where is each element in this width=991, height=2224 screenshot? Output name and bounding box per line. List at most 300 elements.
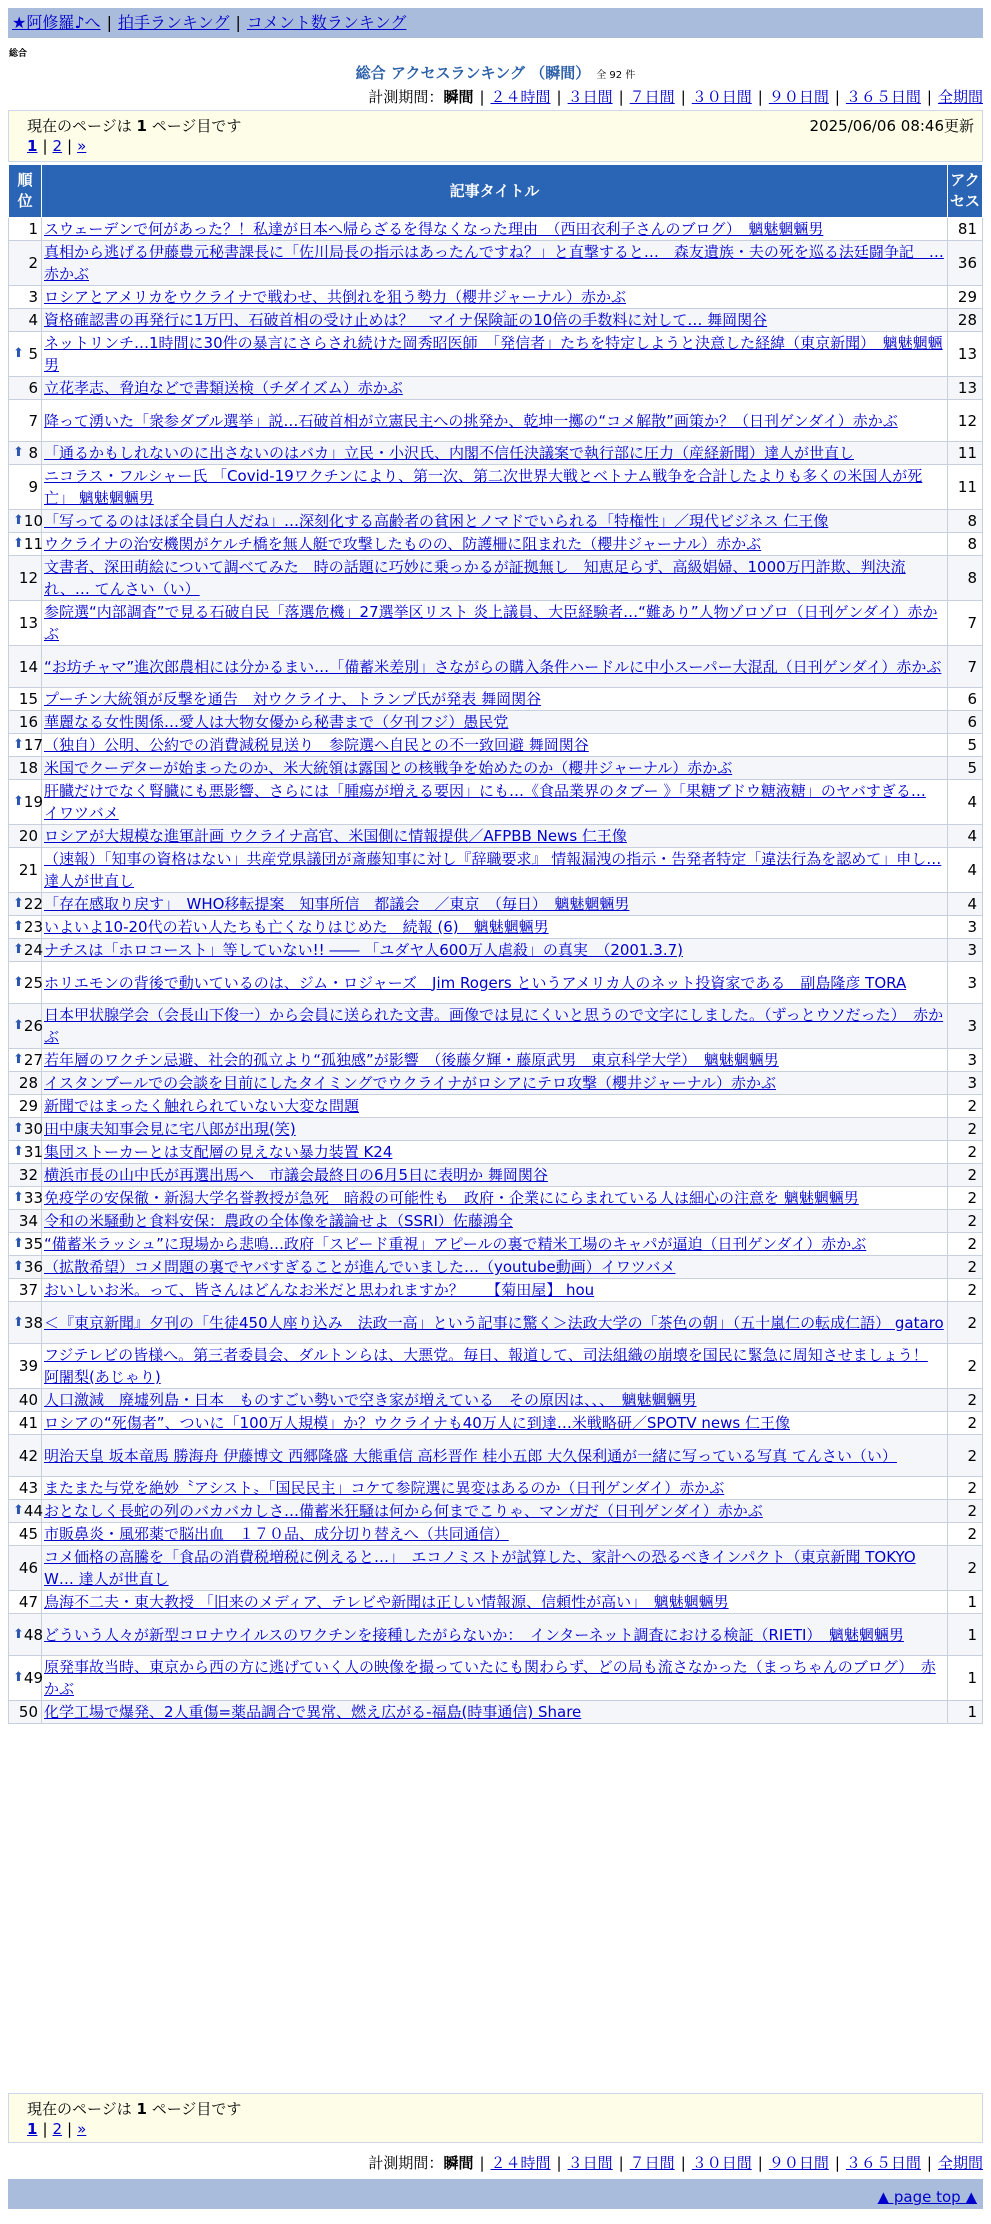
rank-cell: 21 xyxy=(9,848,42,893)
title-cell xyxy=(42,939,948,962)
pager-separator: | xyxy=(42,2120,48,2138)
table-header-row xyxy=(9,165,983,218)
access-count: 2 xyxy=(948,1095,983,1118)
table-row xyxy=(9,1210,983,1233)
table-row xyxy=(9,241,983,286)
title-cell xyxy=(42,1546,948,1591)
title-cell xyxy=(42,377,948,400)
access-count: 2 xyxy=(948,1344,983,1389)
pager-separator: | xyxy=(67,137,73,155)
article-link[interactable]: プーチン大統領が反撃を通告 対ウクライナ、トランプ氏が発表 舞岡関谷 xyxy=(44,690,542,708)
access-count: 3 xyxy=(948,916,983,939)
rank-cell: ⬆ 23 xyxy=(9,916,42,939)
period-separator: | xyxy=(479,2154,485,2172)
table-row xyxy=(9,1141,983,1164)
article-link[interactable]: 降って湧いた「衆参ダブル選挙」説…石破首相が立憲民主への挑発か、乾坤一擲の“コメ解散”画策か？（日刊ゲンダイ）赤かぶ xyxy=(44,411,898,430)
rank-cell: 20 xyxy=(9,825,42,848)
title-cell xyxy=(42,332,948,377)
up-arrow-icon: ⬆ xyxy=(13,1259,24,1274)
rank-cell: ⬆ 22 xyxy=(9,893,42,916)
title-cell xyxy=(42,734,948,757)
table-row xyxy=(9,1095,983,1118)
access-count: 2 xyxy=(948,1118,983,1141)
access-count: 4 xyxy=(948,848,983,893)
article-link[interactable]: またまた与党を絶妙〝アシスト〟「国民民主」コケて参院選に異変はあるのか（日刊ゲンダイ）赤かぶ xyxy=(44,1479,725,1497)
period-selector-bottom xyxy=(368,2152,983,2173)
access-count: 6 xyxy=(948,688,983,711)
period-label: 計測期間： xyxy=(368,88,444,106)
article-link[interactable]: ホリエモンの背後で動いているのは、ジム・ロジャーズ Jim Rogers というアメリカ人のネット投資家である 副島隆彦 TORA xyxy=(44,973,907,992)
rank-cell: 29 xyxy=(9,1095,42,1118)
period-link[interactable]: ３０日間 xyxy=(691,88,752,106)
access-count: 11 xyxy=(948,442,983,465)
article-link[interactable]: （拡散希望）コメ問題の裏でヤバすぎることが進んでいました…（youtube動画）イワツバメ xyxy=(44,1258,676,1276)
rank-cell: ⬆ 48 xyxy=(9,1614,42,1656)
access-count: 2 xyxy=(948,1233,983,1256)
period-selector-top xyxy=(368,86,983,107)
rank-cell: 1 xyxy=(9,218,42,241)
rank-cell: 40 xyxy=(9,1389,42,1412)
access-count: 5 xyxy=(948,757,983,780)
table-row xyxy=(9,780,983,825)
article-link[interactable]: 集団ストーカーとは支配層の見えない暴力装置 K24 xyxy=(44,1143,393,1161)
access-count: 7 xyxy=(948,646,983,688)
period-link[interactable]: ２４時間 xyxy=(490,88,551,106)
title-cell xyxy=(42,1344,948,1389)
period-link[interactable]: ９０日間 xyxy=(768,2154,829,2172)
table-row xyxy=(9,1523,983,1546)
article-link[interactable]: 令和の米騒動と食料安保：農政の全体像を議論せよ（SSRI）佐藤鴻全 xyxy=(44,1212,513,1230)
table-row xyxy=(9,309,983,332)
article-link[interactable]: ナチスは「ホロコースト」等していない!! ―― 「ユダヤ人600万人虐殺」の真実 （2001.3.7) xyxy=(44,941,683,959)
article-link[interactable]: イスタンブールでの会談を目前にしたタイミングでウクライナがロシアにテロ攻撃（櫻井ジャーナル）赤かぶ xyxy=(44,1074,777,1092)
article-link[interactable]: 鳥海不二夫・東大教授 「旧来のメディア、テレビや新聞は正しい情報源、信頼性が高い」 魑魅魍魎男 xyxy=(44,1593,729,1611)
period-separator: | xyxy=(479,88,485,106)
table-row xyxy=(9,1118,983,1141)
page-link[interactable]: 2 xyxy=(52,2120,63,2138)
home-link[interactable]: ★阿修羅♪へ xyxy=(12,13,101,32)
access-count: 4 xyxy=(948,825,983,848)
access-count: 2 xyxy=(948,1141,983,1164)
table-row xyxy=(9,734,983,757)
title-cell xyxy=(42,241,948,286)
table-row xyxy=(9,1072,983,1095)
period-separator: | xyxy=(834,2154,840,2172)
rank-cell: ⬆ 27 xyxy=(9,1049,42,1072)
title-cell xyxy=(42,286,948,309)
rank-cell: 41 xyxy=(9,1412,42,1435)
period-current: 瞬間 xyxy=(443,2154,474,2172)
page-link[interactable]: » xyxy=(77,2120,87,2138)
table-row xyxy=(9,848,983,893)
up-arrow-icon: ⬆ xyxy=(13,346,24,361)
period-link[interactable]: 全期間 xyxy=(937,2154,983,2172)
table-row xyxy=(9,1591,983,1614)
article-link[interactable]: どういう人々が新型コロナウイルスのワクチンを接種したがらないか： インターネット調査における検証（RIETI） 魑魅魍魎男 xyxy=(44,1625,904,1644)
table-row xyxy=(9,1164,983,1187)
article-link[interactable]: おとなしく長蛇の列のバカバカしさ…備蓄米狂騒は何から何までこりゃ、マンガだ（日刊ゲンダイ）赤かぶ xyxy=(44,1502,763,1520)
article-link[interactable]: 化学工場で爆発、2人重傷=薬品調合で異常、燃え広がる-福島(時事通信) Share xyxy=(44,1703,582,1721)
rank-cell: 45 xyxy=(9,1523,42,1546)
article-link[interactable]: ロシアが大規模な進軍計画 ウクライナ高官、米国側に情報提供／AFPBB News 仁王像 xyxy=(44,827,627,845)
rank-cell: 12 xyxy=(9,556,42,601)
rank-cell: 42 xyxy=(9,1435,42,1477)
period-link[interactable]: ３日間 xyxy=(567,88,613,106)
up-arrow-icon: ⬆ xyxy=(13,896,24,911)
rank-cell: ⬆ 38 xyxy=(9,1302,42,1344)
pagination xyxy=(27,2120,86,2138)
table-row xyxy=(9,1389,983,1412)
article-link[interactable]: ロシアの“死傷者”、ついに「100万人規模」か？ウクライナも40万人に到達…米戦略研／SPOTV news 仁王像 xyxy=(44,1414,790,1432)
article-link[interactable]: ウクライナの治安機関がケルチ橋を無人艇で攻撃したものの、防護柵に阻まれた（櫻井ジャーナル）赤かぶ xyxy=(44,535,762,553)
access-count: 29 xyxy=(948,286,983,309)
title-cell xyxy=(42,1072,948,1095)
current-page-message: 現在のページは 1 ページ目です xyxy=(27,117,242,135)
title-cell xyxy=(42,1095,948,1118)
article-link[interactable]: “備蓄米ラッシュ”に現場から悲鳴…政府「スピード重視」アピールの裏で精米工場のキャパが逼迫（日刊ゲンダイ）赤かぶ xyxy=(44,1235,867,1253)
rank-cell: ⬆ 19 xyxy=(9,780,42,825)
table-row xyxy=(9,711,983,734)
table-row xyxy=(9,442,983,465)
title-cell xyxy=(42,1523,948,1546)
title-cell xyxy=(42,533,948,556)
access-count: 1 xyxy=(948,1656,983,1701)
article-link[interactable]: ロシアとアメリカをウクライナで戦わせ、共倒れを狙う勢力（櫻井ジャーナル）赤かぶ xyxy=(44,288,627,306)
rank-cell: ⬆ 44 xyxy=(9,1500,42,1523)
title-cell xyxy=(42,646,948,688)
page-link-current[interactable]: 1 xyxy=(27,137,38,155)
rank-cell: 37 xyxy=(9,1279,42,1302)
title-cell xyxy=(42,1701,948,1724)
current-page-message: 現在のページは 1 ページ目です xyxy=(27,2100,242,2118)
title-cell xyxy=(42,1412,948,1435)
table-row xyxy=(9,1049,983,1072)
rank-cell: 3 xyxy=(9,286,42,309)
table-row xyxy=(9,1412,983,1435)
rank-cell: ⬆ 26 xyxy=(9,1004,42,1049)
title-cell xyxy=(42,309,948,332)
nav-separator: | xyxy=(235,13,241,32)
article-link[interactable]: 資格確認書の再発行に1万円、石破首相の受け止めは？ マイナ保険証の10倍の手数料に対して… 舞岡関谷 xyxy=(44,311,768,329)
table-row xyxy=(9,825,983,848)
article-link[interactable]: “お坊チャマ”進次郎農相には分かるまい…「備蓄米差別」さながらの購入条件ハードルに中小スーパー大混乱（日刊ゲンダイ）赤かぶ xyxy=(44,657,942,676)
access-count: 2 xyxy=(948,1435,983,1477)
access-count: 5 xyxy=(948,734,983,757)
access-count: 81 xyxy=(948,218,983,241)
title-cell xyxy=(42,218,948,241)
access-count: 2 xyxy=(948,1256,983,1279)
page-title-row xyxy=(0,62,991,83)
period-separator: | xyxy=(757,88,763,106)
title-cell xyxy=(42,1256,948,1279)
period-separator: | xyxy=(926,88,932,106)
table-row xyxy=(9,332,983,377)
footer-bar xyxy=(8,2179,983,2209)
pager-separator: | xyxy=(42,137,48,155)
rank-cell: 6 xyxy=(9,377,42,400)
rank-cell: ⬆ 35 xyxy=(9,1233,42,1256)
title-cell xyxy=(42,1164,948,1187)
access-count: 3 xyxy=(948,939,983,962)
rank-cell: 39 xyxy=(9,1344,42,1389)
access-count: 2 xyxy=(948,1523,983,1546)
table-row xyxy=(9,601,983,646)
table-row xyxy=(9,916,983,939)
article-link[interactable]: ＜『東京新聞』夕刊の「生徒450人座り込み 法政一高」という記事に驚く＞法政大学の「茶色の朝」（五十嵐仁の転成仁語） gataro xyxy=(44,1313,944,1332)
period-separator: | xyxy=(556,88,562,106)
applause-ranking-link[interactable]: 拍手ランキング xyxy=(117,13,230,32)
pager-separator: | xyxy=(67,2120,73,2138)
rank-cell: 15 xyxy=(9,688,42,711)
title-cell xyxy=(42,1233,948,1256)
access-header: アクセス xyxy=(948,165,983,218)
access-count: 2 xyxy=(948,1210,983,1233)
article-link[interactable]: 免疫学の安保徹・新潟大学名誉教授が急死 暗殺の可能性も 政府・企業ににらまれている人は細心の注意を 魑魅魍魎男 xyxy=(44,1189,859,1207)
access-count: 2 xyxy=(948,1302,983,1344)
table-row xyxy=(9,465,983,510)
article-link[interactable]: （速報）「知事の資格はない」共産党県議団が斎藤知事に対し『辞職要求』 情報漏洩の指示・告発者特定「違法行為を認めて」申し… 達人が世直し xyxy=(44,850,942,890)
rank-cell: ⬆ 11 xyxy=(9,533,42,556)
title-cell xyxy=(42,400,948,442)
access-count: 1 xyxy=(948,1614,983,1656)
table-row xyxy=(9,510,983,533)
rank-cell: 2 xyxy=(9,241,42,286)
period-separator: | xyxy=(618,88,624,106)
access-count: 28 xyxy=(948,309,983,332)
article-link[interactable]: 華麗なる女性関係…愛人は大物女優から秘書まで（夕刊フジ）愚民党 xyxy=(44,713,509,731)
article-link[interactable]: 参院選“内部調査”で見る石破自民「落選危機」27選挙区リスト 炎上議員、大臣経験者…“難あり”人物ゾロゾロ（日刊ゲンダイ）赤かぶ xyxy=(44,603,938,643)
title-cell xyxy=(42,1141,948,1164)
ranking-table xyxy=(8,164,983,1724)
up-arrow-icon: ⬆ xyxy=(13,1190,24,1205)
up-arrow-icon: ⬆ xyxy=(13,445,24,460)
title-cell xyxy=(42,1279,948,1302)
table-row xyxy=(9,962,983,1004)
table-row xyxy=(9,1233,983,1256)
access-count: 2 xyxy=(948,1477,983,1500)
rank-cell: ⬆ 33 xyxy=(9,1187,42,1210)
title-cell xyxy=(42,1049,948,1072)
pager-box-bottom xyxy=(8,2093,983,2143)
article-link[interactable]: 人口激減 廃墟列島・日本 ものすごい勢いで空き家が増えている その原因は、、、 魑魅魍魎男 xyxy=(44,1391,697,1409)
period-link[interactable]: ９０日間 xyxy=(768,88,829,106)
access-count: 13 xyxy=(948,332,983,377)
table-row xyxy=(9,377,983,400)
rank-cell: 50 xyxy=(9,1701,42,1724)
page-link[interactable]: 2 xyxy=(52,137,63,155)
article-link[interactable]: いよいよ10-20代の若い人たちも亡くなりはじめた 続報 (6) 魑魅魍魎男 xyxy=(44,918,549,936)
title-cell xyxy=(42,1591,948,1614)
article-link[interactable]: 原発事故当時、東京から西の方に逃げていく人の映像を撮っていたにも関わらず、どの局も流さなかった（まっちゃんのブログ） 赤かぶ xyxy=(44,1658,936,1698)
table-row xyxy=(9,939,983,962)
page-top-link[interactable]: ▲ page top ▲ xyxy=(877,2188,977,2206)
rank-cell: ⬆ 31 xyxy=(9,1141,42,1164)
title-cell xyxy=(42,1477,948,1500)
article-link[interactable]: 文書者、深田萌絵について調べてみた 時の話題に巧妙に乗っかるが証拠無し 知恵足らず、高級娼婦、1000万円詐欺、判決流れ、… てんさい（い） xyxy=(44,558,906,598)
rank-cell: 46 xyxy=(9,1546,42,1591)
rank-cell: 13 xyxy=(9,601,42,646)
table-row xyxy=(9,688,983,711)
access-count: 4 xyxy=(948,893,983,916)
article-link[interactable]: フジテレビの皆様へ。第三者委員会、ダルトンらは、大悪党。毎日、報道して、司法組織の崩壊を国民に緊急に周知させましょう！ 阿闍梨(あじゃり) xyxy=(44,1346,928,1386)
title-cell xyxy=(42,1302,948,1344)
rank-header: 順位 xyxy=(9,165,42,218)
title-header: 記事タイトル xyxy=(42,165,948,218)
rank-cell: 16 xyxy=(9,711,42,734)
up-arrow-icon: ⬆ xyxy=(13,942,24,957)
rank-cell: 4 xyxy=(9,309,42,332)
up-arrow-icon: ⬆ xyxy=(13,974,24,990)
rank-cell: ⬆ 5 xyxy=(9,332,42,377)
rank-cell: 7 xyxy=(9,400,42,442)
up-arrow-icon: ⬆ xyxy=(13,1121,24,1136)
article-link[interactable]: 「写ってるのはほぼ全員白人だね」…深刻化する高齢者の貧困とノマドでいられる「特権性」／現代ビジネス 仁王像 xyxy=(44,512,829,530)
rank-cell: ⬆ 17 xyxy=(9,734,42,757)
article-link[interactable]: 横浜市長の山中氏が再選出馬へ 市議会最終日の6月5日に表明か 舞岡関谷 xyxy=(44,1166,548,1184)
up-arrow-icon: ⬆ xyxy=(13,737,24,752)
period-separator: | xyxy=(680,2154,686,2172)
table-row xyxy=(9,1344,983,1389)
title-cell xyxy=(42,711,948,734)
page-title: 総合 アクセスランキング （瞬間） xyxy=(355,64,591,82)
article-link[interactable]: 明治天皇 坂本竜馬 勝海舟 伊藤博文 西郷隆盛 大熊重信 高杉晋作 桂小五郎 大久保利通が一緒に写っている写真 てんさい（い） xyxy=(44,1446,897,1465)
title-cell xyxy=(42,916,948,939)
article-link[interactable]: スウェーデンで何があった？！私達が日本へ帰らざるを得なくなった理由 （西田衣利子さんのブログ） 魑魅魍魎男 xyxy=(44,220,824,238)
table-row xyxy=(9,1302,983,1344)
title-cell xyxy=(42,1435,948,1477)
article-link[interactable]: 新聞ではまったく触れられていない大変な問題 xyxy=(44,1097,360,1115)
period-link[interactable]: ７日間 xyxy=(629,88,675,106)
access-count: 7 xyxy=(948,601,983,646)
title-cell xyxy=(42,1187,948,1210)
access-count: 3 xyxy=(948,1072,983,1095)
article-link[interactable]: 肝臓だけでなく腎臓にも悪影響、さらには「腫瘍が増える要因」にも…《食品業界のタブー 》「果糖ブドウ糖液糖」のヤバすぎる… イワツバメ xyxy=(44,782,926,822)
comment-ranking-link[interactable]: コメント数ランキング xyxy=(246,13,407,32)
article-link[interactable]: おいしいお米。って、皆さんはどんなお米だと思われますか？ 【菊田屋】 hou xyxy=(44,1281,595,1299)
table-row xyxy=(9,218,983,241)
access-count: 13 xyxy=(948,377,983,400)
access-count: 12 xyxy=(948,400,983,442)
title-cell xyxy=(42,556,948,601)
title-cell xyxy=(42,510,948,533)
access-count: 3 xyxy=(948,1004,983,1049)
article-link[interactable]: 市販鼻炎・風邪薬で脳出血 １７０品、成分切り替えへ（共同通信） xyxy=(44,1525,509,1543)
access-count: 2 xyxy=(948,1500,983,1523)
top-nav xyxy=(8,8,983,38)
rank-cell: 14 xyxy=(9,646,42,688)
pagination xyxy=(27,137,86,155)
access-count: 6 xyxy=(948,711,983,734)
table-row xyxy=(9,1656,983,1701)
access-count: 2 xyxy=(948,1164,983,1187)
article-link[interactable]: （独自）公明、公約での消費減税見送り 参院選へ自民との不一致回避 舞岡関谷 xyxy=(44,736,589,754)
rank-cell: 34 xyxy=(9,1210,42,1233)
access-count: 11 xyxy=(948,465,983,510)
article-link[interactable]: 米国でクーデターが始まったのか、米大統領は露国との核戦争を始めたのか（櫻井ジャーナル）赤かぶ xyxy=(44,759,733,777)
table-row xyxy=(9,1614,983,1656)
up-arrow-icon: ⬆ xyxy=(13,513,24,528)
title-cell xyxy=(42,1004,948,1049)
period-link[interactable]: ３６５日間 xyxy=(845,88,921,106)
article-link[interactable]: コメ価格の高騰を「食品の消費税増税に例えると…」 エコノミストが試算した、家計への恐るべきインパクト（東京新聞 TOKYO W… 達人が世直し xyxy=(44,1548,916,1588)
period-label: 計測期間： xyxy=(368,2154,444,2172)
title-cell xyxy=(42,1656,948,1701)
table-row xyxy=(9,556,983,601)
table-row xyxy=(9,533,983,556)
up-arrow-icon: ⬆ xyxy=(13,1144,24,1159)
table-row xyxy=(9,1500,983,1523)
title-cell xyxy=(42,688,948,711)
period-link[interactable]: ３０日間 xyxy=(691,2154,752,2172)
up-arrow-icon: ⬆ xyxy=(13,1236,24,1251)
period-current: 瞬間 xyxy=(443,88,474,106)
title-cell xyxy=(42,442,948,465)
pager-box-top xyxy=(8,110,983,162)
table-row xyxy=(9,400,983,442)
period-separator: | xyxy=(618,2154,624,2172)
rank-cell: 47 xyxy=(9,1591,42,1614)
article-link[interactable]: ネットリンチ…1時間に30件の暴言にさらされ続けた岡秀昭医師 「発信者」たちを特定しようと決意した経緯（東京新聞） 魑魅魍魎男 xyxy=(44,334,943,374)
nav-separator: | xyxy=(106,13,112,32)
updated-timestamp: 2025/06/06 08:46更新 xyxy=(809,117,974,135)
access-count: 2 xyxy=(948,1187,983,1210)
title-cell xyxy=(42,848,948,893)
table-row xyxy=(9,1701,983,1724)
table-row xyxy=(9,1279,983,1302)
period-link[interactable]: ２４時間 xyxy=(490,2154,551,2172)
rank-cell: ⬆ 25 xyxy=(9,962,42,1004)
title-cell xyxy=(42,1500,948,1523)
page-link-current[interactable]: 1 xyxy=(27,2120,38,2138)
table-row xyxy=(9,286,983,309)
access-count: 3 xyxy=(948,1049,983,1072)
up-arrow-icon: ⬆ xyxy=(13,1503,24,1518)
page-link[interactable]: » xyxy=(77,137,87,155)
rank-cell: ⬆ 49 xyxy=(9,1656,42,1701)
up-arrow-icon: ⬆ xyxy=(13,1314,24,1330)
article-link[interactable]: ニコラス・フルシャー氏 「Covid-19ワクチンにより、第一次、第二次世界大戦とベトナム戦争を合計したよりも多くの米国人が死亡」 魑魅魍魎男 xyxy=(44,467,923,507)
period-separator: | xyxy=(556,2154,562,2172)
up-arrow-icon: ⬆ xyxy=(13,1052,24,1067)
access-count: 8 xyxy=(948,556,983,601)
access-count: 3 xyxy=(948,962,983,1004)
table-row xyxy=(9,1187,983,1210)
article-link[interactable]: 「通るかもしれないのに出さないのはバカ」立民・小沢氏、内閣不信任決議案で執行部に圧力（産経新聞）達人が世直し xyxy=(44,444,855,462)
period-link[interactable]: 全期間 xyxy=(937,88,983,106)
rank-cell: 32 xyxy=(9,1164,42,1187)
article-link[interactable]: 日本甲状腺学会（会長山下俊一）から会員に送られた文書。画像では見にくいと思うので文字にしました。（ずっとウソだった） 赤かぶ xyxy=(44,1006,944,1046)
rank-cell: ⬆ 8 xyxy=(9,442,42,465)
category-label: 総合 xyxy=(9,49,28,59)
access-count: 4 xyxy=(948,780,983,825)
period-link[interactable]: ３６５日間 xyxy=(845,2154,921,2172)
article-link[interactable]: 「存在感取り戻す」 WHO移転提案 知事所信 都議会 ／東京 （毎日） 魑魅魍魎男 xyxy=(44,895,630,913)
up-arrow-icon: ⬆ xyxy=(13,919,24,934)
title-cell xyxy=(42,893,948,916)
article-link[interactable]: 田中康夫知事会見に宅八郎が出現(笑) xyxy=(44,1120,296,1138)
period-link[interactable]: ３日間 xyxy=(567,2154,613,2172)
table-row xyxy=(9,757,983,780)
rank-cell: ⬆ 36 xyxy=(9,1256,42,1279)
period-link[interactable]: ７日間 xyxy=(629,2154,675,2172)
article-link[interactable]: 立花孝志、脅迫などで書類送検（チダイズム）赤かぶ xyxy=(44,379,403,397)
article-link[interactable]: 若年層のワクチン忌避、社会的孤立より“孤独感”が影響 （後藤夕輝・藤原武男 東京科学大学） 魑魅魍魎男 xyxy=(44,1051,779,1069)
up-arrow-icon: ⬆ xyxy=(13,1018,24,1033)
article-link[interactable]: 真相から逃げる伊藤豊元秘書課長に「佐川局長の指示はあったんですね？」と直撃すると… 森友遺族・夫の死を巡る法廷闘争記 … 赤かぶ xyxy=(44,243,944,283)
title-cell xyxy=(42,1118,948,1141)
access-count: 8 xyxy=(948,510,983,533)
period-separator: | xyxy=(834,88,840,106)
